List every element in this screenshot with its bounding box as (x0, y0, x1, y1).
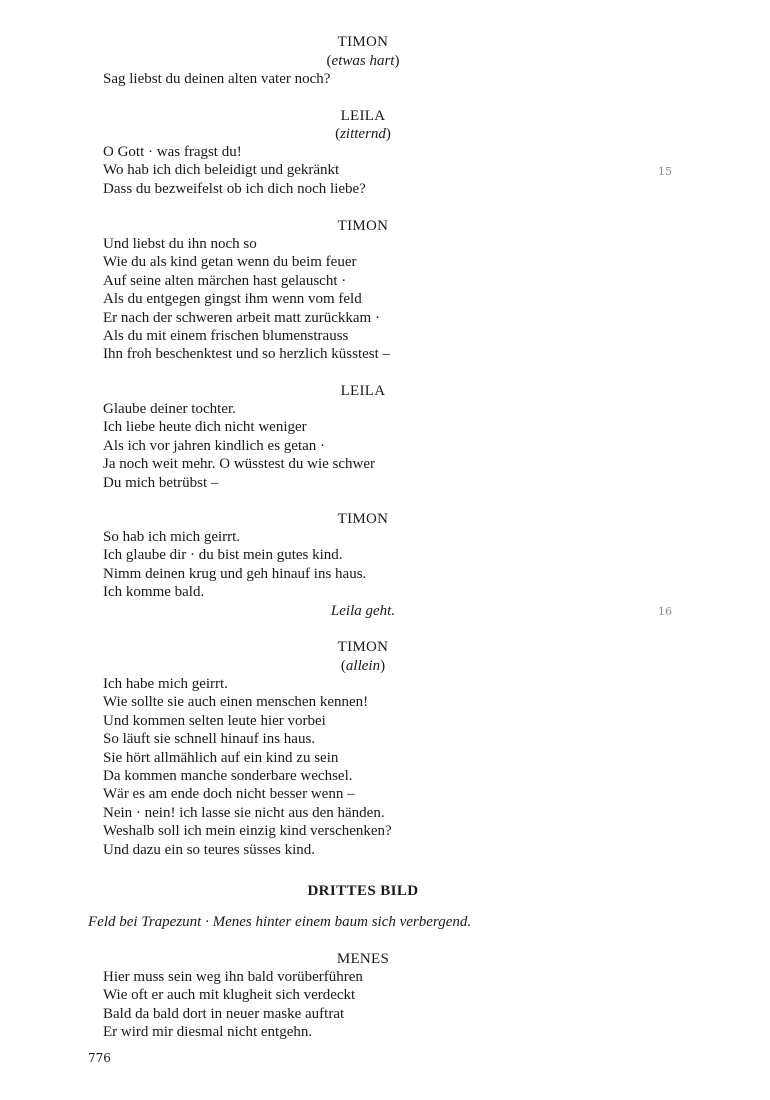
verse-line: Wo hab ich dich beleidigt und gekränkt (103, 162, 340, 179)
stage-direction: (zitternd) (335, 126, 391, 142)
verse-line: Ich komme bald. (103, 584, 205, 601)
verse-block (103, 400, 375, 492)
verse-line: Nimm deinen krug und geh hinauf ins haus. (103, 565, 367, 582)
line-number-marker: 15 (658, 165, 672, 178)
speaker-name: TIMON (337, 218, 389, 234)
verse-line: Er wird mir diesmal nicht entgehn. (103, 1024, 313, 1041)
verse-line: Als ich vor jahren kindlich es getan · (103, 437, 326, 454)
verse-line: Auf seine alten märchen hast gelauscht · (103, 272, 347, 289)
verse-line: Da kommen manche sonderbare wechsel. (103, 768, 353, 785)
verse-line: Sie hört allmählich auf ein kind zu sein (103, 749, 339, 766)
verse-line: Wie oft er auch mit klugheit sich verdeckt (103, 987, 356, 1004)
stage-direction-text: etwas hart (331, 53, 395, 69)
stage-direction: (allein) (340, 658, 386, 674)
verse-line: Glaube deiner tochter. (103, 401, 236, 417)
speaker-name: LEILA (340, 383, 386, 399)
verse-block (103, 968, 363, 1042)
verse-block (103, 528, 366, 602)
verse-line: Und liebst du ihn noch so (103, 236, 257, 252)
verse-line: So läuft sie schnell hinauf ins haus. (103, 731, 316, 748)
verse-line: Als du entgegen gingst ihm wenn vom feld (103, 291, 362, 308)
stage-direction-exit (0, 602, 726, 621)
verse-line: Nein · nein! ich lasse sie nicht aus den händen. (103, 804, 385, 821)
stage-direction: (etwas hart) (326, 53, 400, 69)
verse-line: Und dazu ein so teures süsses kind. (103, 841, 316, 858)
verse-line: Bald da bald dort in neuer maske auftrat (103, 1005, 345, 1022)
speaker-name: TIMON (337, 511, 389, 527)
verse-line: Du mich betrübst – (103, 474, 219, 491)
stage-direction-text: Leila geht. (330, 603, 396, 619)
verse-line: O Gott · was fragst du! (103, 144, 242, 160)
verse-line: So hab ich mich geirrt. (103, 529, 241, 545)
verse-line: Wär es am ende doch nicht besser wenn – (103, 786, 355, 803)
verse-line: Ihn froh beschenktest und so herzlich küsstest – (103, 346, 391, 363)
verse-line: Dass du bezweifelst ob ich dich noch liebe? (103, 180, 366, 197)
verse-line: Wie sollte sie auch einen menschen kennen! (103, 694, 369, 711)
verse-line: Hier muss sein weg ihn bald vorüberführen (103, 969, 363, 985)
stage-direction-text: zitternd (340, 126, 386, 142)
verse-line: Ich glaube dir · du bist mein gutes kind. (103, 547, 343, 564)
verse-block (103, 675, 392, 859)
page-number: 776 (88, 1051, 111, 1065)
speaker-name: LEILA (340, 108, 386, 124)
verse-line: Weshalb soll ich mein einzig kind verschenken? (103, 823, 392, 840)
verse-block (103, 143, 366, 198)
verse-block (103, 235, 390, 364)
speaker-name: TIMON (337, 34, 389, 50)
scene-title: DRITTES BILD (307, 883, 419, 899)
verse-block (103, 70, 330, 88)
verse-line: Wie du als kind getan wenn du beim feuer (103, 254, 357, 271)
verse-line: Ich liebe heute dich nicht weniger (103, 419, 307, 436)
speaker-name: MENES (336, 951, 390, 967)
speaker-name: TIMON (337, 639, 389, 655)
verse-line: Er nach der schweren arbeit matt zurückkam · (103, 309, 380, 326)
verse-line: Ich habe mich geirrt. (103, 676, 228, 692)
verse-line: Ja noch weit mehr. O wüsstest du wie schwer (103, 456, 376, 473)
verse-line: Und kommen selten leute hier vorbei (103, 712, 326, 729)
verse-line: Als du mit einem frischen blumenstrauss (103, 328, 349, 345)
scene-stage-direction: Feld bei Trapezunt · Menes hinter einem baum sich verbergend. (88, 914, 472, 930)
stage-direction-text: allein (345, 658, 381, 674)
line-number-marker: 16 (658, 605, 672, 618)
verse-line: Sag liebst du deinen alten vater noch? (103, 71, 331, 87)
